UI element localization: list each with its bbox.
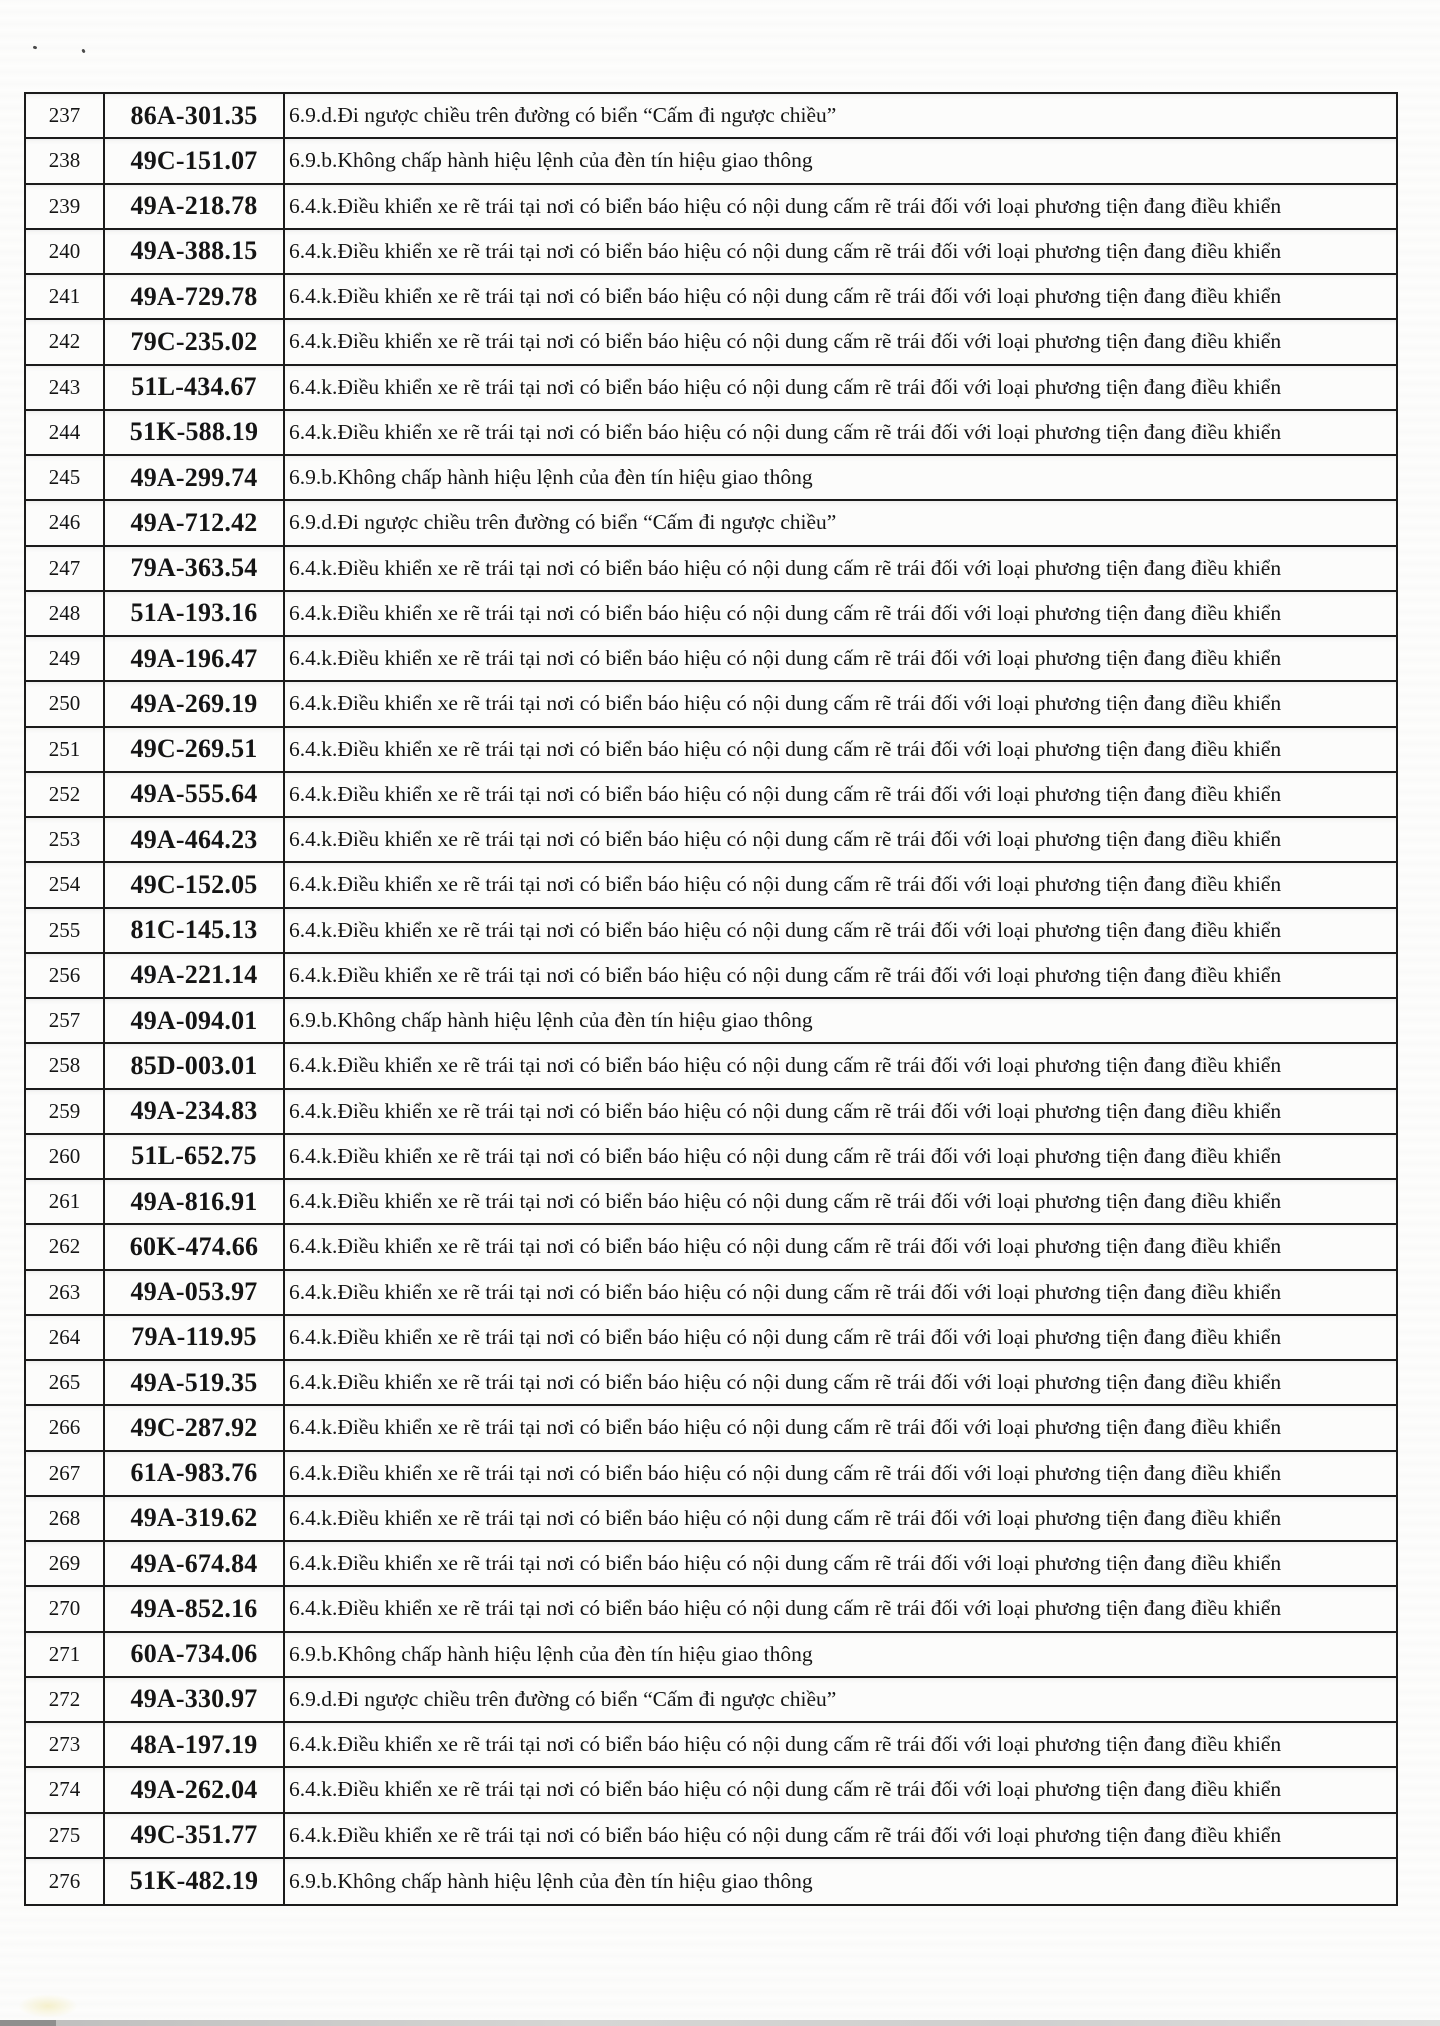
plate-cell: 49A-234.83: [105, 1090, 285, 1133]
plate-cell: 49A-218.78: [105, 185, 285, 228]
plate-cell: 79A-363.54: [105, 547, 285, 590]
violation-cell: 6.4.k.Điều khiển xe rẽ trái tại nơi có biển báo hiệu có nội dung cấm rẽ trái đối với loại phương tiện đang điều khiển: [289, 1370, 1282, 1395]
row-number-cell: 276: [26, 1859, 105, 1904]
plate-cell: 49A-319.62: [105, 1497, 285, 1540]
row-number-cell: 265: [26, 1361, 105, 1404]
plate-cell: 49A-519.35: [105, 1361, 285, 1404]
table-row: [26, 1090, 1396, 1135]
row-number-cell: 241: [26, 275, 105, 318]
row-number-cell: 261: [26, 1180, 105, 1223]
violation-cell: 6.9.b.Không chấp hành hiệu lệnh của đèn tín hiệu giao thông: [289, 1641, 813, 1666]
table-row: [26, 1135, 1396, 1180]
violation-cell: 6.4.k.Điều khiển xe rẽ trái tại nơi có biển báo hiệu có nội dung cấm rẽ trái đối với loại phương tiện đang điều khiển: [289, 646, 1282, 671]
row-number-cell: 249: [26, 637, 105, 680]
plate-cell: 49A-712.42: [105, 501, 285, 544]
table-row: [26, 501, 1396, 546]
violation-cell: 6.4.k.Điều khiển xe rẽ trái tại nơi có biển báo hiệu có nội dung cấm rẽ trái đối với loại phương tiện đang điều khiển: [289, 917, 1282, 942]
table-row: [26, 275, 1396, 320]
plate-cell: 49A-729.78: [105, 275, 285, 318]
row-number-cell: 269: [26, 1542, 105, 1585]
plate-cell: 49C-269.51: [105, 728, 285, 771]
violation-cell: 6.4.k.Điều khiển xe rẽ trái tại nơi có biển báo hiệu có nội dung cấm rẽ trái đối với loại phương tiện đang điều khiển: [289, 555, 1282, 580]
plate-cell: 49A-094.01: [105, 999, 285, 1042]
row-number-cell: 255: [26, 909, 105, 952]
plate-cell: 60A-734.06: [105, 1633, 285, 1676]
table-row: [26, 773, 1396, 818]
plate-cell: 49A-674.84: [105, 1542, 285, 1585]
violation-cell: 6.9.d.Đi ngược chiều trên đường có biển “Cấm đi ngược chiều”: [289, 1686, 837, 1711]
plate-cell: 49A-388.15: [105, 230, 285, 273]
table-row: [26, 1406, 1396, 1451]
plate-cell: 79C-235.02: [105, 320, 285, 363]
table-row: [26, 320, 1396, 365]
row-number-cell: 264: [26, 1316, 105, 1359]
violation-cell: 6.4.k.Điều khiển xe rẽ trái tại nơi có biển báo hiệu có nội dung cấm rẽ trái đối với loại phương tiện đang điều khiển: [289, 1324, 1282, 1349]
row-number-cell: 246: [26, 501, 105, 544]
violation-cell: 6.4.k.Điều khiển xe rẽ trái tại nơi có biển báo hiệu có nội dung cấm rẽ trái đối với loại phương tiện đang điều khiển: [289, 691, 1282, 716]
violation-cell: 6.4.k.Điều khiển xe rẽ trái tại nơi có biển báo hiệu có nội dung cấm rẽ trái đối với loại phương tiện đang điều khiển: [289, 962, 1282, 987]
row-number-cell: 237: [26, 94, 105, 137]
violation-cell: 6.4.k.Điều khiển xe rẽ trái tại nơi có biển báo hiệu có nội dung cấm rẽ trái đối với loại phương tiện đang điều khiển: [289, 1505, 1282, 1530]
plate-cell: 51L-652.75: [105, 1135, 285, 1178]
plate-cell: 60K-474.66: [105, 1225, 285, 1268]
table-row: [26, 1587, 1396, 1632]
row-number-cell: 263: [26, 1271, 105, 1314]
table-row: [26, 728, 1396, 773]
plate-cell: 48A-197.19: [105, 1723, 285, 1766]
plate-cell: 49A-221.14: [105, 954, 285, 997]
plate-cell: 49A-053.97: [105, 1271, 285, 1314]
row-number-cell: 270: [26, 1587, 105, 1630]
plate-cell: 79A-119.95: [105, 1316, 285, 1359]
row-number-cell: 248: [26, 592, 105, 635]
row-number-cell: 274: [26, 1768, 105, 1811]
violation-cell: 6.4.k.Điều khiển xe rẽ trái tại nơi có biển báo hiệu có nội dung cấm rẽ trái đối với loại phương tiện đang điều khiển: [289, 1777, 1282, 1802]
table-row: [26, 1859, 1396, 1904]
violation-cell: 6.4.k.Điều khiển xe rẽ trái tại nơi có biển báo hiệu có nội dung cấm rẽ trái đối với loại phương tiện đang điều khiển: [289, 193, 1282, 218]
table-row: [26, 954, 1396, 999]
row-number-cell: 243: [26, 366, 105, 409]
violation-cell: 6.4.k.Điều khiển xe rẽ trái tại nơi có biển báo hiệu có nội dung cấm rẽ trái đối với loại phương tiện đang điều khiển: [289, 284, 1282, 309]
plate-cell: 51K-482.19: [105, 1859, 285, 1904]
violation-cell: 6.4.k.Điều khiển xe rẽ trái tại nơi có biển báo hiệu có nội dung cấm rẽ trái đối với loại phương tiện đang điều khiển: [289, 1551, 1282, 1576]
table-row: [26, 230, 1396, 275]
violation-cell: 6.9.b.Không chấp hành hiệu lệnh của đèn tín hiệu giao thông: [289, 465, 813, 490]
table-row: [26, 1542, 1396, 1587]
table-row: [26, 1768, 1396, 1813]
table-row: [26, 1180, 1396, 1225]
violation-cell: 6.4.k.Điều khiển xe rẽ trái tại nơi có biển báo hiệu có nội dung cấm rẽ trái đối với loại phương tiện đang điều khiển: [289, 872, 1282, 897]
plate-cell: 51L-434.67: [105, 366, 285, 409]
plate-cell: 49A-299.74: [105, 456, 285, 499]
scan-speck-icon: [81, 49, 86, 54]
scan-speck-icon: [33, 45, 38, 49]
violation-cell: 6.4.k.Điều khiển xe rẽ trái tại nơi có biển báo hiệu có nội dung cấm rẽ trái đối với loại phương tiện đang điều khiển: [289, 736, 1282, 761]
plate-cell: 49A-196.47: [105, 637, 285, 680]
plate-cell: 49A-330.97: [105, 1678, 285, 1721]
table-row: [26, 1361, 1396, 1406]
violation-cell: 6.4.k.Điều khiển xe rẽ trái tại nơi có biển báo hiệu có nội dung cấm rẽ trái đối với loại phương tiện đang điều khiển: [289, 1279, 1282, 1304]
plate-cell: 49C-287.92: [105, 1406, 285, 1449]
row-number-cell: 251: [26, 728, 105, 771]
violation-cell: 6.4.k.Điều khiển xe rẽ trái tại nơi có biển báo hiệu có nội dung cấm rẽ trái đối với loại phương tiện đang điều khiển: [289, 238, 1282, 263]
violation-cell: 6.4.k.Điều khiển xe rẽ trái tại nơi có biển báo hiệu có nội dung cấm rẽ trái đối với loại phương tiện đang điều khiển: [289, 827, 1282, 852]
violation-cell: 6.4.k.Điều khiển xe rẽ trái tại nơi có biển báo hiệu có nội dung cấm rẽ trái đối với loại phương tiện đang điều khiển: [289, 1143, 1282, 1168]
row-number-cell: 260: [26, 1135, 105, 1178]
row-number-cell: 250: [26, 682, 105, 725]
violation-cell: 6.4.k.Điều khiển xe rẽ trái tại nơi có biển báo hiệu có nội dung cấm rẽ trái đối với loại phương tiện đang điều khiển: [289, 329, 1282, 354]
plate-cell: 49A-555.64: [105, 773, 285, 816]
plate-cell: 49C-351.77: [105, 1814, 285, 1857]
row-number-cell: 266: [26, 1406, 105, 1449]
row-number-cell: 268: [26, 1497, 105, 1540]
row-number-cell: 262: [26, 1225, 105, 1268]
scan-smudge: [18, 1994, 78, 2018]
table-row: [26, 637, 1396, 682]
row-number-cell: 271: [26, 1633, 105, 1676]
row-number-cell: 252: [26, 773, 105, 816]
plate-cell: 49A-816.91: [105, 1180, 285, 1223]
violation-cell: 6.4.k.Điều khiển xe rẽ trái tại nơi có biển báo hiệu có nội dung cấm rẽ trái đối với loại phương tiện đang điều khiển: [289, 1822, 1282, 1847]
row-number-cell: 238: [26, 139, 105, 182]
row-number-cell: 256: [26, 954, 105, 997]
violation-cell: 6.4.k.Điều khiển xe rẽ trái tại nơi có biển báo hiệu có nội dung cấm rẽ trái đối với loại phương tiện đang điều khiển: [289, 600, 1282, 625]
plate-cell: 49A-852.16: [105, 1587, 285, 1630]
table-row: [26, 411, 1396, 456]
plate-cell: 81C-145.13: [105, 909, 285, 952]
table-row: [26, 1452, 1396, 1497]
table-row: [26, 1633, 1396, 1678]
row-number-cell: 272: [26, 1678, 105, 1721]
row-number-cell: 240: [26, 230, 105, 273]
row-number-cell: 275: [26, 1814, 105, 1857]
violation-cell: 6.4.k.Điều khiển xe rẽ trái tại nơi có biển báo hiệu có nội dung cấm rẽ trái đối với loại phương tiện đang điều khiển: [289, 781, 1282, 806]
row-number-cell: 259: [26, 1090, 105, 1133]
row-number-cell: 257: [26, 999, 105, 1042]
table-row: [26, 1316, 1396, 1361]
table-row: [26, 366, 1396, 411]
violation-cell: 6.4.k.Điều khiển xe rẽ trái tại nơi có biển báo hiệu có nội dung cấm rẽ trái đối với loại phương tiện đang điều khiển: [289, 1234, 1282, 1259]
scan-edge-strip: [0, 2020, 1440, 2026]
plate-cell: 49C-151.07: [105, 139, 285, 182]
violation-cell: 6.4.k.Điều khiển xe rẽ trái tại nơi có biển báo hiệu có nội dung cấm rẽ trái đối với loại phương tiện đang điều khiển: [289, 1053, 1282, 1078]
violation-cell: 6.9.b.Không chấp hành hiệu lệnh của đèn tín hiệu giao thông: [289, 1868, 813, 1893]
row-number-cell: 267: [26, 1452, 105, 1495]
table-row: [26, 818, 1396, 863]
table-row: [26, 592, 1396, 637]
table-row: [26, 1497, 1396, 1542]
table-row: [26, 456, 1396, 501]
violation-cell: 6.4.k.Điều khiển xe rẽ trái tại nơi có biển báo hiệu có nội dung cấm rẽ trái đối với loại phương tiện đang điều khiển: [289, 374, 1282, 399]
table-row: [26, 1044, 1396, 1089]
table-row: [26, 94, 1396, 139]
plate-cell: 86A-301.35: [105, 94, 285, 137]
table-row: [26, 185, 1396, 230]
violation-cell: 6.4.k.Điều khiển xe rẽ trái tại nơi có biển báo hiệu có nội dung cấm rẽ trái đối với loại phương tiện đang điều khiển: [289, 1098, 1282, 1123]
row-number-cell: 247: [26, 547, 105, 590]
table-row: [26, 1814, 1396, 1859]
row-number-cell: 242: [26, 320, 105, 363]
violation-cell: 6.4.k.Điều khiển xe rẽ trái tại nơi có biển báo hiệu có nội dung cấm rẽ trái đối với loại phương tiện đang điều khiển: [289, 1460, 1282, 1485]
row-number-cell: 254: [26, 863, 105, 906]
violation-cell: 6.9.d.Đi ngược chiều trên đường có biển “Cấm đi ngược chiều”: [289, 103, 837, 128]
plate-cell: 49A-464.23: [105, 818, 285, 861]
table-row: [26, 139, 1396, 184]
row-number-cell: 258: [26, 1044, 105, 1087]
table-row: [26, 1271, 1396, 1316]
row-number-cell: 244: [26, 411, 105, 454]
violation-cell: 6.9.b.Không chấp hành hiệu lệnh của đèn tín hiệu giao thông: [289, 1008, 813, 1033]
plate-cell: 51A-193.16: [105, 592, 285, 635]
table-row: [26, 863, 1396, 908]
table-row: [26, 1678, 1396, 1723]
violation-cell: 6.4.k.Điều khiển xe rẽ trái tại nơi có biển báo hiệu có nội dung cấm rẽ trái đối với loại phương tiện đang điều khiển: [289, 1189, 1282, 1214]
plate-cell: 49C-152.05: [105, 863, 285, 906]
violation-cell: 6.4.k.Điều khiển xe rẽ trái tại nơi có biển báo hiệu có nội dung cấm rẽ trái đối với loại phương tiện đang điều khiển: [289, 419, 1282, 444]
plate-cell: 49A-269.19: [105, 682, 285, 725]
scan-edge-dark-segment: [0, 2020, 56, 2026]
plate-cell: 51K-588.19: [105, 411, 285, 454]
violations-table: [24, 92, 1398, 1906]
violation-cell: 6.4.k.Điều khiển xe rẽ trái tại nơi có biển báo hiệu có nội dung cấm rẽ trái đối với loại phương tiện đang điều khiển: [289, 1415, 1282, 1440]
table-row: [26, 1225, 1396, 1270]
table-row: [26, 682, 1396, 727]
plate-cell: 85D-003.01: [105, 1044, 285, 1087]
violation-cell: 6.4.k.Điều khiển xe rẽ trái tại nơi có biển báo hiệu có nội dung cấm rẽ trái đối với loại phương tiện đang điều khiển: [289, 1596, 1282, 1621]
violation-cell: 6.9.b.Không chấp hành hiệu lệnh của đèn tín hiệu giao thông: [289, 148, 813, 173]
row-number-cell: 253: [26, 818, 105, 861]
plate-cell: 61A-983.76: [105, 1452, 285, 1495]
violation-cell: 6.9.d.Đi ngược chiều trên đường có biển “Cấm đi ngược chiều”: [289, 510, 837, 535]
row-number-cell: 245: [26, 456, 105, 499]
violation-cell: 6.4.k.Điều khiển xe rẽ trái tại nơi có biển báo hiệu có nội dung cấm rẽ trái đối với loại phương tiện đang điều khiển: [289, 1732, 1282, 1757]
row-number-cell: 273: [26, 1723, 105, 1766]
table-row: [26, 999, 1396, 1044]
row-number-cell: 239: [26, 185, 105, 228]
table-row: [26, 1723, 1396, 1768]
table-row: [26, 909, 1396, 954]
table-row: [26, 547, 1396, 592]
plate-cell: 49A-262.04: [105, 1768, 285, 1811]
